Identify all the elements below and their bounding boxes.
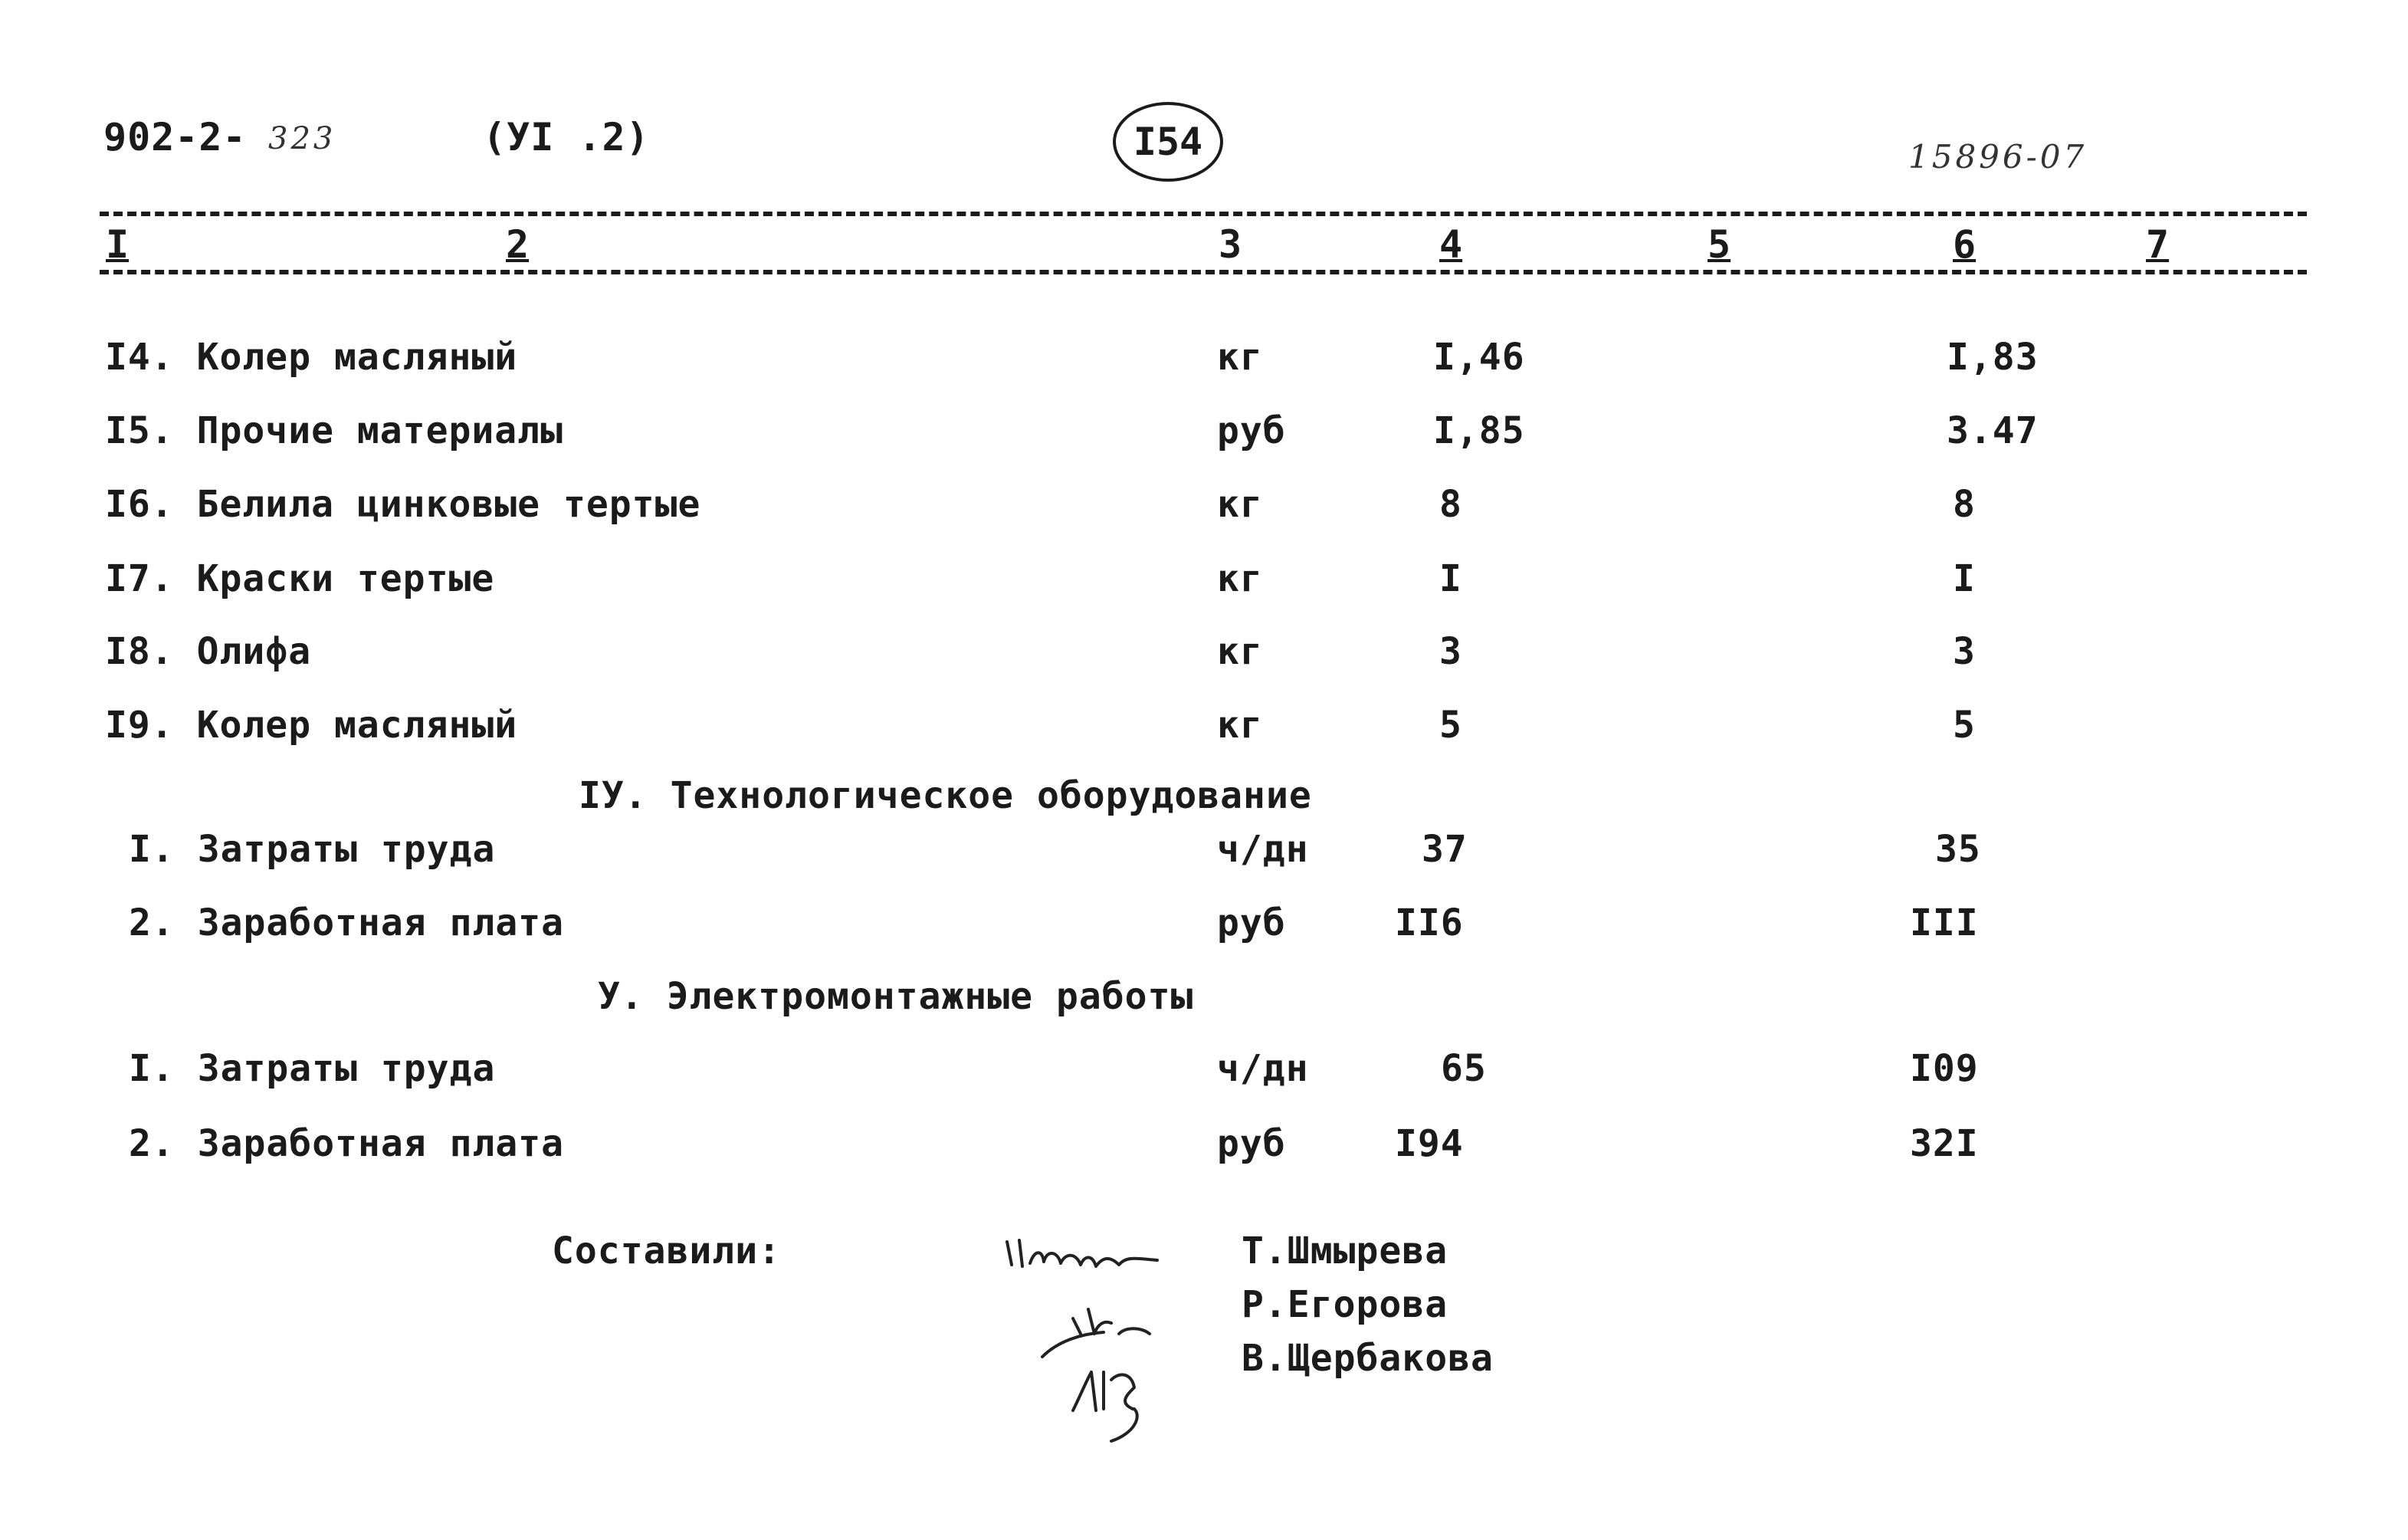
section-title-electrical: У. Электромонтажные работы [598, 975, 1194, 1018]
row-unit: руб [1217, 901, 1286, 944]
row-name: I. Затраты труда [129, 1047, 496, 1090]
column-number-5: 5 [1708, 222, 1731, 267]
row-name: I9. Колер масляный [105, 704, 518, 747]
row-value-col4: I,85 [1433, 409, 1525, 452]
row-name: I7. Краски тертые [105, 557, 495, 600]
volume-label: (УI .2) [483, 115, 650, 159]
document-code: 902-2- [103, 115, 247, 159]
document-code-handwritten: 323 [268, 121, 336, 156]
row-unit: руб [1217, 409, 1286, 452]
signatory-name: Р.Егорова [1242, 1283, 1448, 1326]
row-value-col4: 65 [1441, 1047, 1487, 1090]
row-unit: кг [1217, 630, 1263, 673]
section-title-equipment: IУ. Технологическое оборудование [579, 774, 1312, 817]
page-number-circled [1113, 102, 1223, 182]
row-value-col6: 35 [1935, 828, 1981, 871]
row-unit: кг [1217, 483, 1263, 526]
row-name: 2. Заработная плата [129, 1122, 565, 1165]
row-value-col4: 3 [1439, 630, 1462, 673]
row-value-col4: 5 [1439, 704, 1462, 747]
page-number: I54 [1133, 120, 1203, 164]
row-value-col4: 8 [1439, 483, 1462, 526]
header-top-rule [100, 212, 2307, 216]
row-unit: ч/дн [1217, 828, 1309, 871]
row-value-col6: 3 [1953, 630, 1976, 673]
row-value-col6: I09 [1910, 1047, 1979, 1090]
row-value-col6: 5 [1953, 704, 1976, 747]
row-value-col6: 3.47 [1947, 409, 2039, 452]
row-value-col4: I,46 [1433, 336, 1525, 379]
row-unit: руб [1217, 1122, 1286, 1165]
header-bottom-rule [100, 270, 2307, 274]
row-value-col4: I94 [1395, 1122, 1464, 1165]
column-number-4: 4 [1439, 222, 1463, 267]
handwritten-signature [996, 1219, 1196, 1449]
signatory-name: Т.Шмырева [1242, 1230, 1448, 1272]
row-value-col6: I,83 [1947, 336, 2039, 379]
row-value-col6: I [1953, 557, 1976, 600]
row-value-col6: III [1910, 901, 1979, 944]
row-value-col4: I [1439, 557, 1462, 600]
inventory-number-handwritten: 15896-07 [1908, 138, 2088, 176]
row-value-col6: 32I [1910, 1122, 1979, 1165]
row-unit: кг [1217, 336, 1263, 379]
column-number-1: I [106, 222, 130, 267]
row-name: I. Затраты труда [129, 828, 496, 871]
signatory-name: В.Щербакова [1242, 1337, 1494, 1380]
column-number-3: 3 [1219, 222, 1242, 267]
row-value-col4: II6 [1395, 901, 1464, 944]
row-value-col6: 8 [1953, 483, 1976, 526]
row-name: I5. Прочие материалы [105, 409, 563, 452]
row-unit: кг [1217, 557, 1263, 600]
row-unit: кг [1217, 704, 1263, 747]
column-number-2: 2 [506, 222, 530, 267]
column-number-6: 6 [1953, 222, 1977, 267]
row-name: 2. Заработная плата [129, 901, 565, 944]
compiled-by-label: Составили: [552, 1230, 781, 1272]
row-unit: ч/дн [1217, 1047, 1309, 1090]
row-value-col4: 37 [1422, 828, 1468, 871]
row-name: I8. Олифа [105, 630, 312, 673]
row-name: I4. Колер масляный [105, 336, 518, 379]
row-name: I6. Белила цинковые тертые [105, 483, 701, 526]
column-number-7: 7 [2146, 222, 2170, 267]
